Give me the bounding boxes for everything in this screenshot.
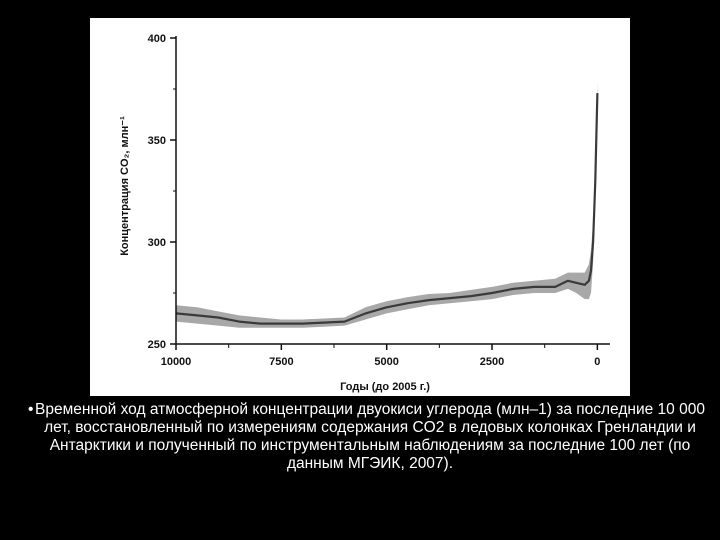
uncertainty-band (176, 83, 597, 328)
y-tick-label: 350 (147, 135, 166, 147)
co2-chart (90, 18, 630, 396)
x-tick-label: 10000 (160, 356, 192, 368)
x-axis-title: Годы (до 2005 г.) (340, 381, 430, 393)
y-tick-label: 250 (147, 339, 166, 351)
caption-text: Временной ход атмосферной концентрации двуокиси углерода (млн–1) за последние 10 000 лет, восстановленный по измерениям содержания CO2 в ледовых колонках Гренландии и Антарктики и полученный по инструментальным наблюдениям за последние 100 лет (по данным МГЭИК, 2007). (35, 401, 705, 472)
axes-layer (176, 36, 610, 344)
y-tick-label: 300 (147, 237, 166, 249)
x-tick-label: 2500 (479, 356, 505, 368)
caption-bullet: • (28, 401, 34, 418)
x-tick-label: 5000 (374, 356, 399, 368)
caption (30, 401, 710, 473)
x-tick-label: 0 (594, 356, 601, 368)
y-axis-title: Концентрация CO₂, млн⁻¹ (119, 116, 131, 256)
x-tick-label: 7500 (269, 356, 294, 368)
figure-panel (90, 18, 630, 396)
y-tick-label: 400 (147, 33, 166, 45)
uncertainty-band-layer (176, 83, 597, 328)
